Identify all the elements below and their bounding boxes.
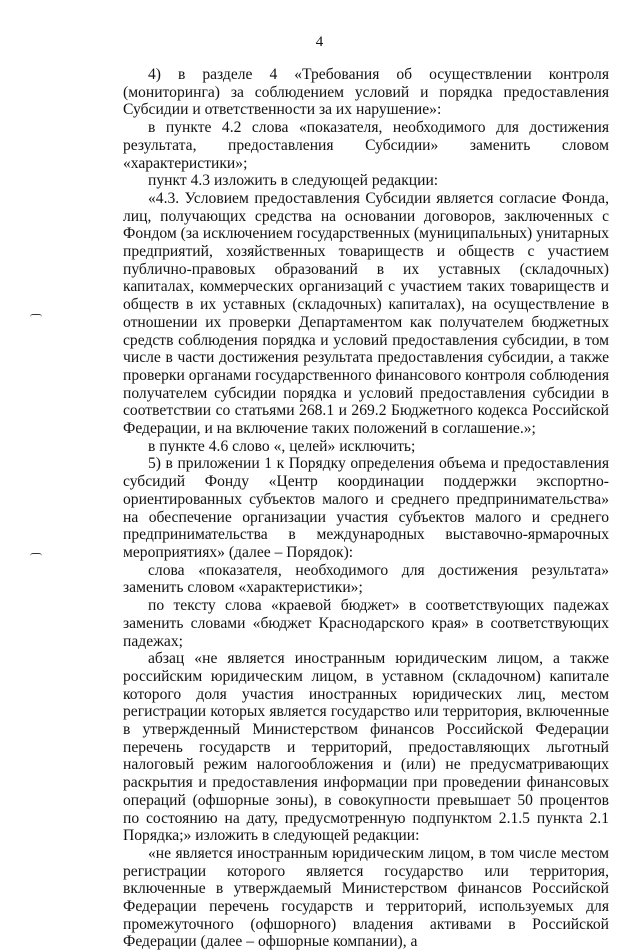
paragraph: «не является иностранным юридическим лицом, в том числе местом регистрации которого является государство или территория, включенные в утверждаемый Министерством финансов Российской Федерации перечень государств и территорий, используемых для промежуточного (офшорного) владения активами в Российской Федерации (далее – офшорные компании), а [123,844,609,951]
paragraph: в пункте 4.6 слово «, целей» исключить; [148,437,416,455]
paragraph: абзац «не является иностранным юридическим лицом, а также российским юридическим лицом, в уставном (складочном) капитале которого доля участия иностранных юридических лиц, местом регистрации которых является государство или территория, включенные в утвержденный Министерством финансов Российской Федерации перечень государств и территорий, предоставляющих льготный налоговый режим налогообложения и (или) не предусматривающих раскрытия и предоставления информации при проведении финансовых операций (офшорные зоны), в совокупности превышает 50 процентов по состоянию на дату, предусмотренную подпунктом 2.1.5 пункта 2.1 Порядка;» изложить в следующей редакции: [123,650,609,845]
paragraph: слова «показателя, необходимого для достижения результата» заменить словом «характеристики»; [123,561,609,597]
paragraph: в пункте 4.2 слова «показателя, необходимого для достижения результата, предоставления Субсидии» заменить словом «характеристики»; [123,119,609,172]
margin-mark [30,553,42,556]
paragraph: «4.3. Условием предоставления Субсидии является согласие Фонда, лиц, получающих средства на основании договоров, заключенных с Фондом (за исключением государственных (муниципальных) унитарных предприятий, хозяйственных товариществ и обществ с участием публично-правовых образований в их уставных (складочных) капиталах, коммерческих организаций с участием таких товариществ и обществ в их уставных (складочных) капиталах), на осуществление в отношении их проверки Департаментом как получателем бюджетных средств соблюдения порядка и условий предоставления субсидии, в том числе в части достижения результата предоставления субсидии, а также проверки органами государственного финансового контроля соблюдения получателем субсидии порядка и условий предоставления субсидии в соответствии со статьями 268.1 и 269.2 Бюджетного кодекса Российской Федерации, и на включение таких положений в соглашение.»; [123,189,609,438]
paragraph: 4) в разделе 4 «Требования об осуществлении контроля (мониторинга) за соблюдением условий и порядка предоставления Субсидии и ответственности за их нарушение»: [123,66,609,119]
paragraph: пункт 4.3 изложить в следующей редакции: [148,172,439,190]
document-body [123,66,609,951]
paragraph: 5) в приложении 1 к Порядку определения объема и предоставления субсидий Фонду «Центр координации поддержки экспортно-ориентированных субъектов малого и среднего предпринимательства» на обеспечение организации участия субъектов малого и среднего предпринимательства в международных выставочно-ярмарочных мероприятиях» (далее – Порядок): [123,455,609,561]
margin-mark [30,314,42,317]
paragraph: по тексту слова «краевой бюджет» в соответствующих падежах заменить словами «бюджет Краснодарского края» в соответствующих падежах; [123,597,609,650]
page-number: 4 [315,34,324,50]
